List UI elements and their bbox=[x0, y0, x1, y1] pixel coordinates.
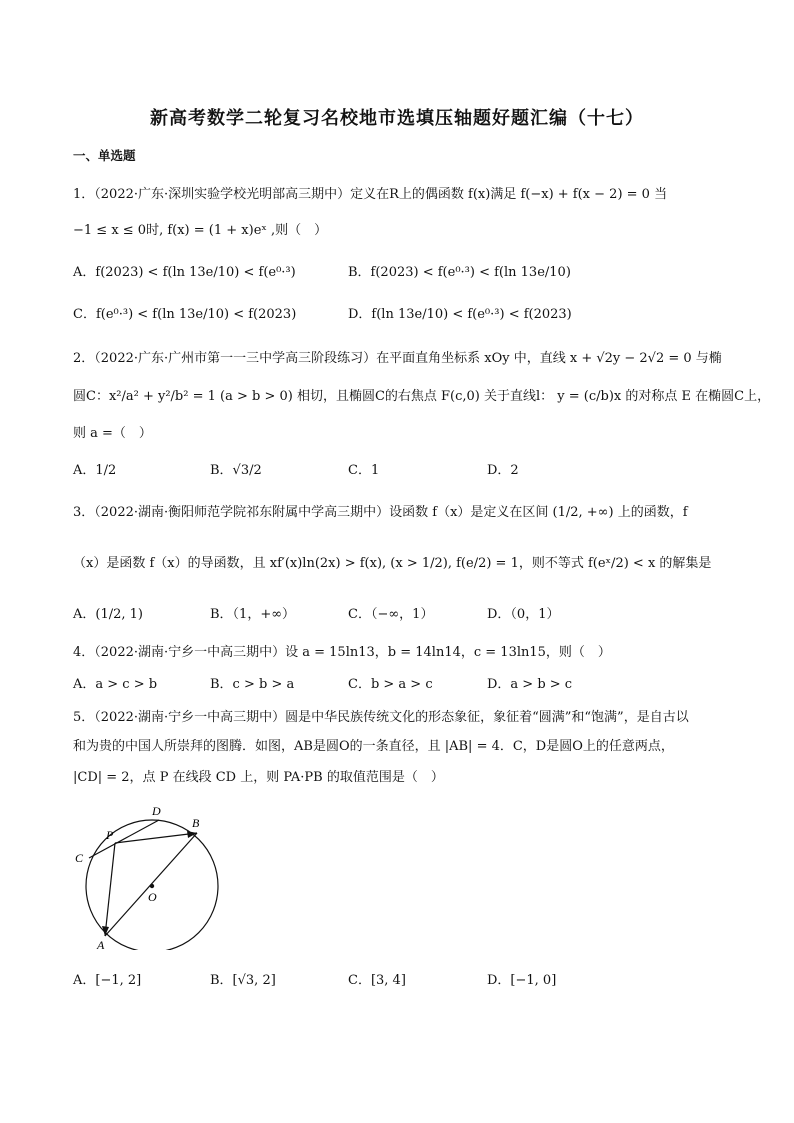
q1-stem-line2: −1 ≤ x ≤ 0时, f(x) = (1 + x)eˣ ,则（ ） bbox=[73, 223, 328, 238]
q5-option-b: B．[√3, 2] bbox=[210, 973, 276, 988]
q2-stem-line2: 圆C：x²/a² + y²/b² = 1 (a > b > 0) 相切，且椭圆C的右焦点 F(c,0) 关于直线l： y = (c/b)x 的对称点 E 在椭圆C上， bbox=[73, 389, 771, 404]
label-b: B bbox=[192, 816, 200, 830]
q1-option-c: C．f(e⁰·³) < f(ln 13e/10) < f(2023) bbox=[73, 307, 297, 322]
label-a: A bbox=[97, 938, 105, 950]
q3-option-d: D．（0，1） bbox=[487, 607, 560, 622]
q2-option-a: A．1/2 bbox=[73, 463, 117, 478]
q3-stem-line1: 3．（2022·湖南·衡阳师范学院祁东附属中学高三期中）设函数 f（x）是定义在区间 (1/2, +∞) 上的函数，f bbox=[73, 505, 688, 520]
q2-stem-line3: 则 a =（ ） bbox=[73, 426, 152, 441]
section-heading: 一、单选题 bbox=[73, 148, 136, 163]
q4-option-b: B．c > b > a bbox=[210, 677, 295, 692]
q5-stem-line2: 和为贵的中国人所崇拜的图腾．如图，AB是圆O的一条直径，且 |AB| = 4．C，D是圆O上的任意两点， bbox=[73, 739, 674, 754]
q4-option-d: D．a > b > c bbox=[487, 677, 573, 692]
q4-option-c: C．b > a > c bbox=[348, 677, 433, 692]
q2-option-c: C．1 bbox=[348, 463, 380, 478]
q4-option-a: A．a > c > b bbox=[73, 677, 158, 692]
q1-option-d: D．f(ln 13e/10) < f(e⁰·³) < f(2023) bbox=[348, 307, 572, 322]
q5-option-d: D．[−1, 0] bbox=[487, 973, 557, 988]
q3-stem-line2: （x）是函数 f（x）的导函数，且 xf′(x)ln(2x) > f(x), (x > 1/2), f(e/2) = 1，则不等式 f(eˣ/2) < x 的解集是 bbox=[73, 556, 712, 571]
q5-stem-line3: |CD| = 2，点 P 在线段 CD 上，则 PA·PB 的取值范围是（ ） bbox=[73, 770, 444, 785]
q2-stem-line1: 2．（2022·广东·广州市第一一三中学高三阶段练习）在平面直角坐标系 xOy 中，直线 x + √2y − 2√2 = 0 与椭 bbox=[73, 351, 722, 366]
q1-option-b: B．f(2023) < f(e⁰·³) < f(ln 13e/10) bbox=[348, 265, 571, 280]
label-o: O bbox=[148, 890, 157, 904]
q1-stem-line1: 1．（2022·广东·深圳实验学校光明部高三期中）定义在R上的偶函数 f(x)满足 f(−x) + f(x − 2) = 0 当 bbox=[73, 187, 668, 202]
label-p: P bbox=[106, 828, 114, 842]
circle-diagram bbox=[72, 800, 222, 950]
q5-option-a: A．[−1, 2] bbox=[73, 973, 142, 988]
label-c: C bbox=[75, 851, 84, 865]
q2-option-d: D．2 bbox=[487, 463, 519, 478]
q3-option-a: A．(1/2, 1) bbox=[73, 607, 143, 622]
page-title: 新高考数学二轮复习名校地市选填压轴题好题汇编（十七） bbox=[150, 108, 644, 129]
q4-stem-line1: 4．（2022·湖南·宁乡一中高三期中）设 a = 15ln13，b = 14ln14，c = 13ln15，则（ ） bbox=[73, 645, 611, 660]
label-d: D bbox=[152, 804, 161, 818]
q3-option-b: B．（1，+∞） bbox=[210, 607, 296, 622]
q2-option-b: B．√3/2 bbox=[210, 463, 262, 478]
q1-option-a: A．f(2023) < f(ln 13e/10) < f(e⁰·³) bbox=[73, 265, 296, 280]
q5-stem-line1: 5．（2022·湖南·宁乡一中高三期中）圆是中华民族传统文化的形态象征，象征着“圆满”和“饱满”，是自古以 bbox=[73, 710, 689, 725]
q3-option-c: C．（−∞，1） bbox=[348, 607, 434, 622]
q5-option-c: C．[3, 4] bbox=[348, 973, 406, 988]
